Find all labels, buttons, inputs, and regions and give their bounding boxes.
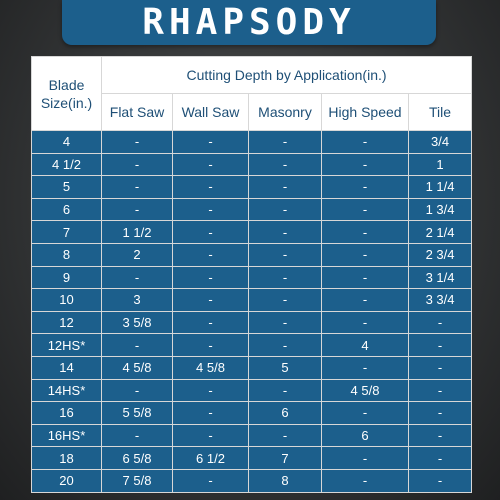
blade-size-cell: 16HS* bbox=[32, 424, 102, 447]
depth-cell-tile: - bbox=[409, 469, 472, 492]
depth-cell-tile: 3/4 bbox=[409, 131, 472, 154]
depth-cell-wall-saw: - bbox=[173, 243, 249, 266]
table-row bbox=[32, 469, 472, 492]
depth-cell-tile: 2 1/4 bbox=[409, 221, 472, 244]
depth-cell-tile: - bbox=[409, 424, 472, 447]
depth-cell-tile: - bbox=[409, 447, 472, 470]
depth-cell-wall-saw: - bbox=[173, 176, 249, 199]
depth-cell-masonry: - bbox=[249, 221, 322, 244]
depth-cell-high-speed: - bbox=[322, 469, 409, 492]
depth-cell-flat-saw: - bbox=[102, 176, 173, 199]
blade-size-header bbox=[32, 57, 102, 131]
blade-size-cell: 10 bbox=[32, 289, 102, 312]
depth-cell-masonry: 7 bbox=[249, 447, 322, 470]
depth-cell-masonry: - bbox=[249, 131, 322, 154]
depth-cell-high-speed: - bbox=[322, 356, 409, 379]
depth-cell-flat-saw: - bbox=[102, 153, 173, 176]
depth-cell-masonry: - bbox=[249, 243, 322, 266]
blade-header-line2: Size(in.) bbox=[40, 94, 93, 111]
depth-cell-masonry: - bbox=[249, 334, 322, 357]
depth-cell-wall-saw: - bbox=[173, 153, 249, 176]
depth-cell-flat-saw: 3 5/8 bbox=[102, 311, 173, 334]
depth-cell-tile: 2 3/4 bbox=[409, 243, 472, 266]
depth-cell-tile: 1 3/4 bbox=[409, 198, 472, 221]
column-header-masonry: Masonry bbox=[249, 94, 322, 131]
depth-cell-wall-saw: - bbox=[173, 379, 249, 402]
depth-cell-tile: - bbox=[409, 311, 472, 334]
depth-cell-wall-saw: - bbox=[173, 266, 249, 289]
depth-cell-wall-saw: - bbox=[173, 402, 249, 425]
depth-cell-tile: 1 bbox=[409, 153, 472, 176]
depth-cell-flat-saw: - bbox=[102, 266, 173, 289]
depth-cell-wall-saw: - bbox=[173, 311, 249, 334]
column-header-flat-saw: Flat Saw bbox=[102, 94, 173, 131]
table-row bbox=[32, 266, 472, 289]
depth-cell-high-speed: 4 5/8 bbox=[322, 379, 409, 402]
depth-cell-flat-saw: 1 1/2 bbox=[102, 221, 173, 244]
blade-size-cell: 9 bbox=[32, 266, 102, 289]
depth-cell-masonry: - bbox=[249, 289, 322, 312]
depth-cell-wall-saw: 4 5/8 bbox=[173, 356, 249, 379]
table-row bbox=[32, 221, 472, 244]
depth-cell-high-speed: - bbox=[322, 266, 409, 289]
table-row bbox=[32, 402, 472, 425]
depth-cell-high-speed: - bbox=[322, 243, 409, 266]
depth-cell-masonry: - bbox=[249, 198, 322, 221]
cutting-depth-group-header: Cutting Depth by Application(in.) bbox=[102, 57, 472, 94]
depth-cell-high-speed: - bbox=[322, 311, 409, 334]
table-row bbox=[32, 424, 472, 447]
depth-cell-tile: 1 1/4 bbox=[409, 176, 472, 199]
depth-cell-flat-saw: - bbox=[102, 424, 173, 447]
depth-cell-masonry: - bbox=[249, 176, 322, 199]
depth-cell-high-speed: - bbox=[322, 131, 409, 154]
blade-header-line1: Blade bbox=[48, 76, 85, 93]
depth-cell-high-speed: - bbox=[322, 221, 409, 244]
depth-cell-masonry: - bbox=[249, 424, 322, 447]
table-row bbox=[32, 131, 472, 154]
depth-cell-flat-saw: - bbox=[102, 131, 173, 154]
depth-cell-tile: - bbox=[409, 356, 472, 379]
depth-cell-masonry: - bbox=[249, 153, 322, 176]
depth-cell-wall-saw: - bbox=[173, 289, 249, 312]
depth-cell-masonry: - bbox=[249, 311, 322, 334]
depth-cell-wall-saw: - bbox=[173, 424, 249, 447]
depth-cell-flat-saw: - bbox=[102, 379, 173, 402]
depth-cell-tile: 3 3/4 bbox=[409, 289, 472, 312]
depth-cell-flat-saw: - bbox=[102, 198, 173, 221]
blade-size-cell: 16 bbox=[32, 402, 102, 425]
depth-cell-high-speed: 4 bbox=[322, 334, 409, 357]
blade-size-cell: 14 bbox=[32, 356, 102, 379]
depth-cell-wall-saw: - bbox=[173, 334, 249, 357]
blade-size-cell: 12 bbox=[32, 311, 102, 334]
table-row bbox=[32, 243, 472, 266]
blade-size-cell: 6 bbox=[32, 198, 102, 221]
depth-cell-wall-saw: - bbox=[173, 221, 249, 244]
brand-tab bbox=[62, 0, 436, 45]
depth-cell-flat-saw: 2 bbox=[102, 243, 173, 266]
depth-cell-tile: - bbox=[409, 334, 472, 357]
blade-size-cell: 14HS* bbox=[32, 379, 102, 402]
depth-cell-masonry: 5 bbox=[249, 356, 322, 379]
table-row bbox=[32, 379, 472, 402]
blade-size-cell: 5 bbox=[32, 176, 102, 199]
depth-cell-high-speed: - bbox=[322, 153, 409, 176]
depth-cell-high-speed: - bbox=[322, 447, 409, 470]
depth-cell-wall-saw: 6 1/2 bbox=[173, 447, 249, 470]
table-row bbox=[32, 334, 472, 357]
blade-size-cell: 4 bbox=[32, 131, 102, 154]
table-row bbox=[32, 447, 472, 470]
depth-cell-high-speed: - bbox=[322, 198, 409, 221]
depth-cell-flat-saw: 7 5/8 bbox=[102, 469, 173, 492]
depth-cell-wall-saw: - bbox=[173, 131, 249, 154]
depth-cell-masonry: 8 bbox=[249, 469, 322, 492]
table-row bbox=[32, 311, 472, 334]
depth-cell-masonry: - bbox=[249, 266, 322, 289]
column-header-high-speed: High Speed bbox=[322, 94, 409, 131]
depth-cell-tile: - bbox=[409, 402, 472, 425]
blade-size-cell: 8 bbox=[32, 243, 102, 266]
table-row bbox=[32, 153, 472, 176]
depth-cell-flat-saw: 4 5/8 bbox=[102, 356, 173, 379]
depth-cell-wall-saw: - bbox=[173, 469, 249, 492]
depth-cell-flat-saw: 5 5/8 bbox=[102, 402, 173, 425]
depth-cell-flat-saw: 3 bbox=[102, 289, 173, 312]
table-row bbox=[32, 176, 472, 199]
blade-size-cell: 12HS* bbox=[32, 334, 102, 357]
cutting-depth-table bbox=[31, 56, 472, 493]
table-row bbox=[32, 289, 472, 312]
depth-cell-tile: - bbox=[409, 379, 472, 402]
blade-size-cell: 18 bbox=[32, 447, 102, 470]
depth-cell-masonry: - bbox=[249, 379, 322, 402]
table-row bbox=[32, 198, 472, 221]
depth-cell-masonry: 6 bbox=[249, 402, 322, 425]
depth-cell-flat-saw: - bbox=[102, 334, 173, 357]
brand-logo: RHAPSODY bbox=[142, 2, 356, 43]
depth-cell-high-speed: - bbox=[322, 176, 409, 199]
depth-cell-flat-saw: 6 5/8 bbox=[102, 447, 173, 470]
depth-cell-high-speed: - bbox=[322, 402, 409, 425]
column-header-tile: Tile bbox=[409, 94, 472, 131]
column-header-wall-saw: Wall Saw bbox=[173, 94, 249, 131]
depth-cell-high-speed: 6 bbox=[322, 424, 409, 447]
blade-size-cell: 7 bbox=[32, 221, 102, 244]
depth-cell-high-speed: - bbox=[322, 289, 409, 312]
depth-cell-tile: 3 1/4 bbox=[409, 266, 472, 289]
table-row bbox=[32, 356, 472, 379]
blade-size-cell: 4 1/2 bbox=[32, 153, 102, 176]
blade-size-cell: 20 bbox=[32, 469, 102, 492]
depth-cell-wall-saw: - bbox=[173, 198, 249, 221]
group-header-row bbox=[32, 57, 472, 94]
